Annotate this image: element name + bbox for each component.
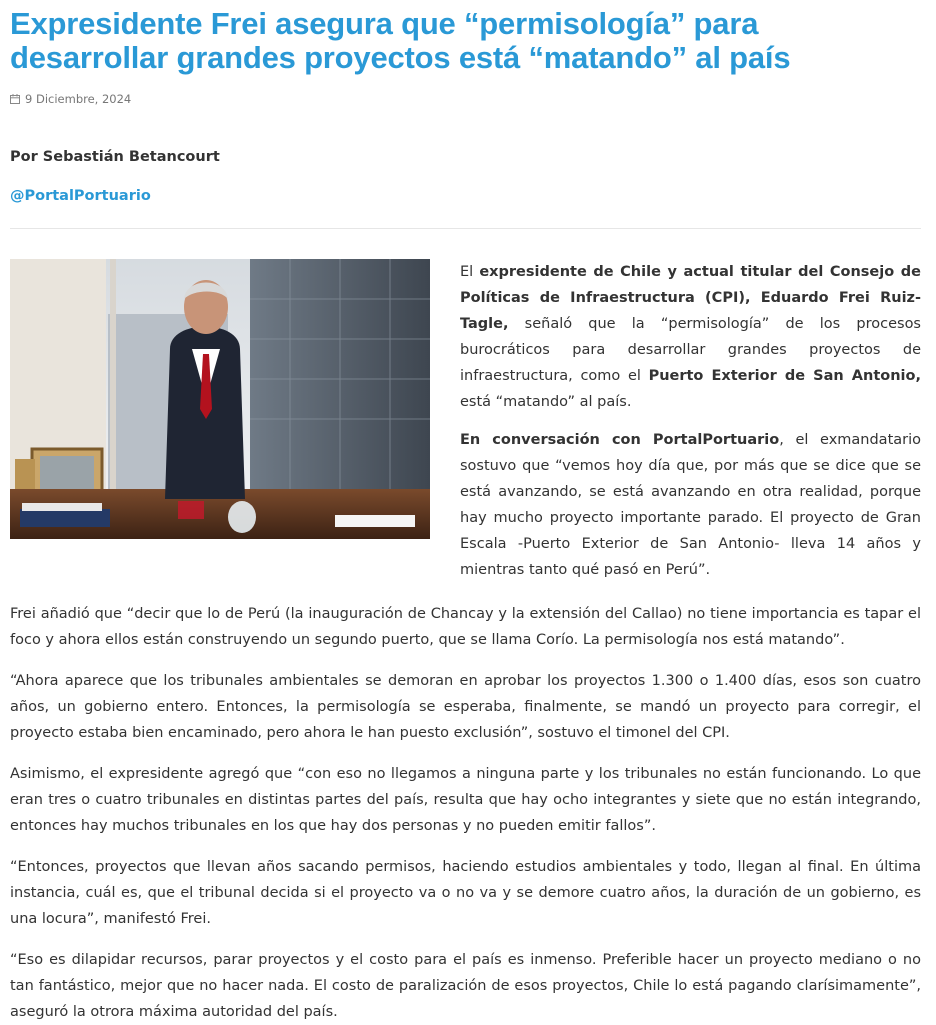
article-date	[10, 92, 921, 106]
article-photo	[10, 259, 430, 539]
photo-illustration	[10, 259, 430, 539]
body-paragraph: Frei añadió que “decir que lo de Perú (la inauguración de Chancay y la extensión del Callao) no tiene importancia es tapar el foco y ahora ellos están construyendo un segundo puerto, que se llama Corío. La permisología nos está matando”.	[10, 606, 921, 648]
body-paragraph: “Eso es dilapidar recursos, parar proyectos y el costo para el país es inmenso. Preferible hacer un proyecto mediano o no tan fantástico, mejor que no hacer nada. El costo de paralización de esos proyectos, Chile lo está pagando clarísimamente”, aseguró la otrora máxima autoridad del país.	[10, 952, 921, 1020]
author-byline: Por Sebastián Betancourt	[10, 149, 220, 165]
intro-paragraph-2: En conversación con PortalPortuario, el exmandatario sostuvo que “vemos hoy día que, por más que se dice que se está avanzando, se está avanzando en otra realidad, porque hay mucho proyecto importante parado. El proyecto de Gran Escala -Puerto Exterior de San Antonio- lleva 14 años y mientras tanto qué pasó en Perú”.	[460, 432, 921, 578]
date-text: 9 Diciembre, 2024	[25, 92, 132, 106]
body-paragraph: “Entonces, proyectos que llevan años sacando permisos, haciendo estudios ambientales y todo, llegan al final. En última instancia, cuál es, que el tribunal decida si el proyecto va o no va y se demore cuatro años, la duración de un gobierno, es una locura”, manifestó Frei.	[10, 859, 921, 927]
article-body	[10, 601, 921, 1025]
intro-paragraph-1: El expresidente de Chile y actual titular del Consejo de Políticas de Infraestructura (CPI), Eduardo Frei Ruiz-Tagle, señaló que la “permisología” de los procesos burocráticos para desarrollar grandes proyectos de infraestructura, como el Puerto Exterior de San Antonio, está “matando” al país.	[460, 264, 922, 410]
article-title[interactable]: Expresidente Frei asegura que “permisología” para desarrollar grandes proyectos está “matando” al país	[10, 6, 791, 75]
body-paragraph: Asimismo, el expresidente agregó que “con eso no llegamos a ninguna parte y los tribunales no están funcionando. Lo que eran tres o cuatro tribunales en distintas partes del país, resulta que hay ocho integrantes y siete que no están integrando, entonces hay muchos tribunales en los que hay dos personas y no pueden emitir fallos”.	[10, 766, 921, 834]
intro-row	[10, 259, 921, 595]
divider	[10, 228, 921, 229]
calendar-icon	[10, 94, 20, 104]
intro-text	[460, 259, 921, 595]
author-handle[interactable]: @PortalPortuario	[10, 188, 151, 204]
body-paragraph: “Ahora aparece que los tribunales ambientales se demoran en aprobar los proyectos 1.300 o 1.400 días, esos son cuatro años, un gobierno entero. Entonces, la permisología se esperaba, finalmente, se mandó un proyecto para corregir, el proyecto estaba bien encaminado, pero ahora le han puesto exclusión”, sostuvo el timonel del CPI.	[10, 673, 921, 741]
